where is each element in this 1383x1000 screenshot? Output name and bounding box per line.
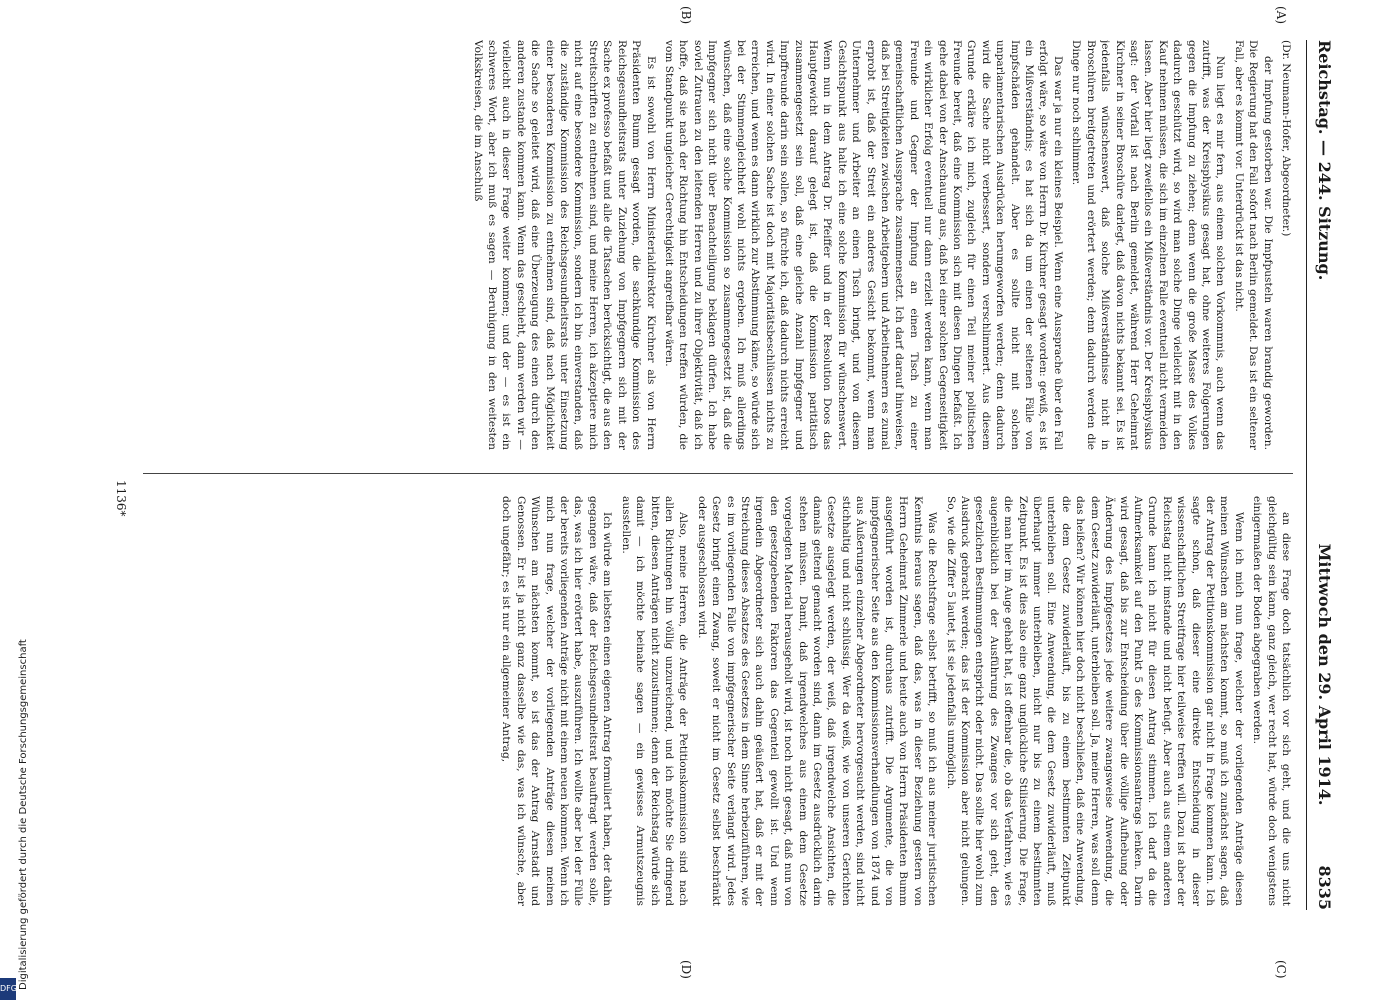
- page-header: [1306, 40, 1343, 910]
- footer-number: 1136*: [114, 480, 128, 517]
- paragraph: Es ist sowohl von Herrn Ministerialdirektor Kirchner als von Herrn Präsidenten Bumm gesagt worden, die sachkundige Kommission des Reichsgesundheitsrats unter Zuziehung von Impfgegnern sich mit der Sache ex professo befaßt und alle die Tatsachen berücksichtigt, die aus den Streitschriften zu entnehmen sind, und meine Herren, ich akzeptiere mich nicht auf eine besondere Kommission, sondern ich bin einverstanden, daß die zuständige Kommission des Reichsgesundheitsrats unter Einsetzung einer besonderen Kommission zu entnehmen sind, daß nach Möglichkeit die Sache so geleitet wird, daß eine Überzeugung des einen durch den anderen zustande kommen kann. Wenn das geschieht, dann werden wir — vielleicht auch in dieser Frage weiter kommen; und der — es ist ein schweres Wort, aber ich muß es sagen — Beruhigung in den weitesten Volkskreisen, die im Anschluß: [471, 40, 657, 450]
- column-right: [143, 496, 1293, 906]
- header-left: Reichstag. — 244. Sitzung.: [1315, 40, 1335, 281]
- marker-d: (D): [679, 960, 693, 979]
- paragraph: Was die Rechtsfrage selbst betrifft, so muß ich aus meiner juristischen Kenntnis heraus sagen, daß das, was in dieser Beziehung gestern von Herrn Geheimrat Zimmerle und heute auch von Herrn Präsidenten Bumm ausgeführt worden ist, durchaus zutrifft. Die Argumente, die von impfgegnerischer Seite aus den Kommissionsverhandlungen von 1874 und aus Äußerungen einzelner Abgeordneter hervorgesucht werden, sind nicht stichhaltig und nicht schlüssig. Wer da weiß, wie von unseren Gerichten Gesetze ausgelegt werden, der weiß, daß irgendwelche Ansichten, die damals geltend gemacht worden sind, dann im Gesetz ausdrücklich darin stehen müssen. Damit, daß irgendwelches aus einem dem Gesetze vorgelegten Material herausgeholt wird, ist noch nicht gesagt, daß nun von den gesetzgebenden Faktoren das Gegenteil gewollt ist. Und wenn irgendein Abgeordneter sich auch dahin geäußert hat, daß er mit der Streichung dieses Absatzes des Gesetzes in dem Sinne herbeizuführen, wie es im vorliegenden Falle von impfgegnerischer Seite verlangt wird. Jedes Gesetz bringt einen Zwang, soweit er nicht im Gesetz selbst beschränkt oder ausgeschlossen wird.: [695, 496, 939, 906]
- column-divider: [143, 473, 1293, 474]
- page-number: 8335: [1315, 865, 1335, 910]
- paragraph: Nun liegt es mir fern, aus einem solchen Vorkommnis, auch wenn das zutrifft, was der Kreisphysikus gesagt hat, ohne weiteres Folgerungen gegen die Impfung zu ziehen; denn wenn die große Masse des Volkes dadurch geschützt wird, so wird man solche Dinge vielleicht mit in den Kauf nehmen müssen, die sich im einzelnen Falle eventuell nicht vermeiden lassen. Aber hier liegt zweifellos ein Mißverständnis vor. Der Kreisphysikus sagt: der Vorfall ist nach Berlin gemeldet, während Herr Geheimrat Kirchner in seiner Broschüre darlegt, daß davon nichts bekannt sei. Es ist jedenfalls wünschenswert, daß solche Mißverständnisse nicht in Broschüren breitgetreten und erörtert werden; denn dadurch werden die Dinge nur noch schlimmer.: [1070, 40, 1227, 450]
- paragraph: Wenn ich mich nun frage, welcher der vorliegenden Anträge diesen meinen Wünschen am nächsten kommt, so muß ich zunächst sagen, daß der Antrag der Petitionskommission gar nicht in Frage kommen kann. Ich sagte schon, daß dieser eine direkte Entscheidung in dieser wissenschaftlichen Streitfrage hier teilweise treffen will. Dazu ist aber der Reichstag nicht imstande und nicht befugt. Aber auch aus einem anderen Grunde kann ich nicht für diesen Antrag stimmen. Ich darf da die Aufmerksamkeit auf den Punkt 5 des Kommissionsantrags lenken. Darin wird gesagt, daß bis zur Entscheidung über die völlige Aufhebung oder Änderung des Impfgesetzes jede weitere zwangsweise Anwendung, die dem Gesetz zuwiderläuft, unterbleiben soll. Ja, meine Herren, was soll denn das heißen? Wir können hier doch nicht beschließen, daß eine Anwendung, die dem Gesetz zuwiderläuft, bis zu einem bestimmten Zeitpunkt unterbleiben soll. Eine Anwendung, die dem Gesetz zuwiderläuft, muß überhaupt immer unterbleiben, nicht nur bis zu einem bestimmten Zeitpunkt. Es ist dies also eine ganz unglückliche Stilisierung. Die Frage, die man hier im Auge gehabt hat, ist offenbar die, ob das Verfahren, wie es augenblicklich bei der Ausführung des Zwanges vor sich geht, den gesetzlichen Bestimmungen entspricht oder nicht. Das sollte hier wohl zum Ausdruck gebracht werden; das ist der Kommission aber nicht gelungen. So, wie die Ziffer 5 lautet, ist sie jedenfalls unmöglich.: [944, 496, 1245, 906]
- dfg-logo: DFG: [0, 978, 16, 1000]
- column-left: [143, 40, 1293, 450]
- marker-b: (B): [679, 6, 693, 25]
- paragraph: an diese Frage doch tatsächlich vor sich geht, und die uns nicht gleichgültig sein kann, ganz gleich, wer recht hat, würde doch wenigstens einigermaßen der Boden abgegraben werden.: [1251, 496, 1292, 906]
- header-right: Mittwoch den 29. April 1914.: [1315, 543, 1335, 806]
- paragraph: der Impfung gestorben war. Die Impfpusteln waren brandig geworden. Die Regierung hat den Fall sofort nach Berlin gemeldet. Das ist ein seltener Fall, aber es kommt vor. Unterdrückt ist das nicht.: [1232, 40, 1274, 450]
- paragraph: Ich würde am liebsten einen eigenen Antrag formuliert haben, der dahin gegangen wäre, daß der Reichsgesundheitsrat beauftragt werden solle, das, was ich hier erörtert habe, auszuführen. Ich wollte aber bei der Fülle der bereits vorliegenden Anträge nicht mit einem neuen kommen. Wenn ich mich nun frage, welcher der vorliegenden Anträge diesen meinen Wünschen am nächsten kommt, so ist das der Antrag Arnstadt und Genossen. Er ist ja nicht ganz dasselbe wie das, was ich wünsche, aber doch ungefähr; es ist nur ein allgemeiner Antrag,: [500, 496, 614, 906]
- marker-c: (C): [1274, 960, 1288, 979]
- paragraph: Das war ja nur ein kleines Beispiel. Wenn eine Aussprache über den Fall erfolgt wäre, so wäre von Herrn Dr. Kirchner gesagt worden: gewiß, es ist ein Mißverständnis; es hat sich da um einen der seltenen Fälle von Impfschäden gehandelt. Aber es sollte nicht mit solchen unparlamentarischen Ausdrücken herumgeworfen werden; denn dadurch wird die Sache nicht verbessert, sondern verschlimmert. Aus diesem Grunde erkläre ich mich, zugleich für einen Teil meiner politischen Freunde bereit, daß eine Kommission sich mit diesen Dingen befaßt. Ich gehe dabei von der Anschauung aus, daß bei einer solchen Gegenseitigkeit ein wirklicher Erfolg eventuell nur dann erzielt werden kann, wenn man Freunde und Gegner der Impfung an einen Tisch zu einer gemeinschaftlichen Aussprache zusammensetzt. Ich darf darauf hinweisen, daß bei Streitigkeiten zwischen Arbeitgebern und Arbeitnehmern es zumal erprobt ist, daß der Streit ein anderes Gesicht bekommt, wenn man Unternehmer und Arbeiter an einen Tisch bringt, und von diesem Gesichtspunkt aus halte ich eine solche Kommission für wünschenswert. Wenn nun in dem Antrag Dr. Pfeiffer und in der Resolution Doos das Hauptgewicht darauf gelegt ist, daß die Kommission paritätisch zusammengesetzt sein soll, daß eine gleiche Anzahl Impfgegner und Impffreunde darin sein sollen, so fürchte ich, daß dadurch nichts erreicht wird. In einer solchen Sache ist doch mit Majoritätsbeschlüssen nichts zu erreichen, und wenn es dann wirklich zur Abstimmung käme, so würde sich bei der Stimmengleichheit wohl nichts ergeben. Ich muß allerdings wünschen, daß eine solche Kommission so zusammengesetzt ist, daß die Impfgegner sich nicht über Benachteiligung beklagen dürfen. Ich habe soviel Zutrauen zu den leitenden Herren und zu ihrer Objektivität, daß ich hoffe, daß sie nach der Richtung hin Entscheidungen treffen würden, die vom Standpunkt ungleicher Gerechtigkeit angreifbar wären.: [662, 40, 1064, 450]
- marker-a: (A): [1274, 6, 1288, 25]
- paragraph: Also, meine Herren, die Anträge der Petitionskommission sind nach allen Richtungen hin völlig unzureichend, und ich möchte Sie dringend bitten, diesen Anträgen nicht zuzustimmen; denn der Reichstag würde sich damit — ich möchte beinahe sagen — ein gewisses Armutszeugnis ausstellen.: [619, 496, 690, 906]
- speaker-line: (Dr. Neumann-Hofer, Abgeordneter.): [1280, 40, 1292, 237]
